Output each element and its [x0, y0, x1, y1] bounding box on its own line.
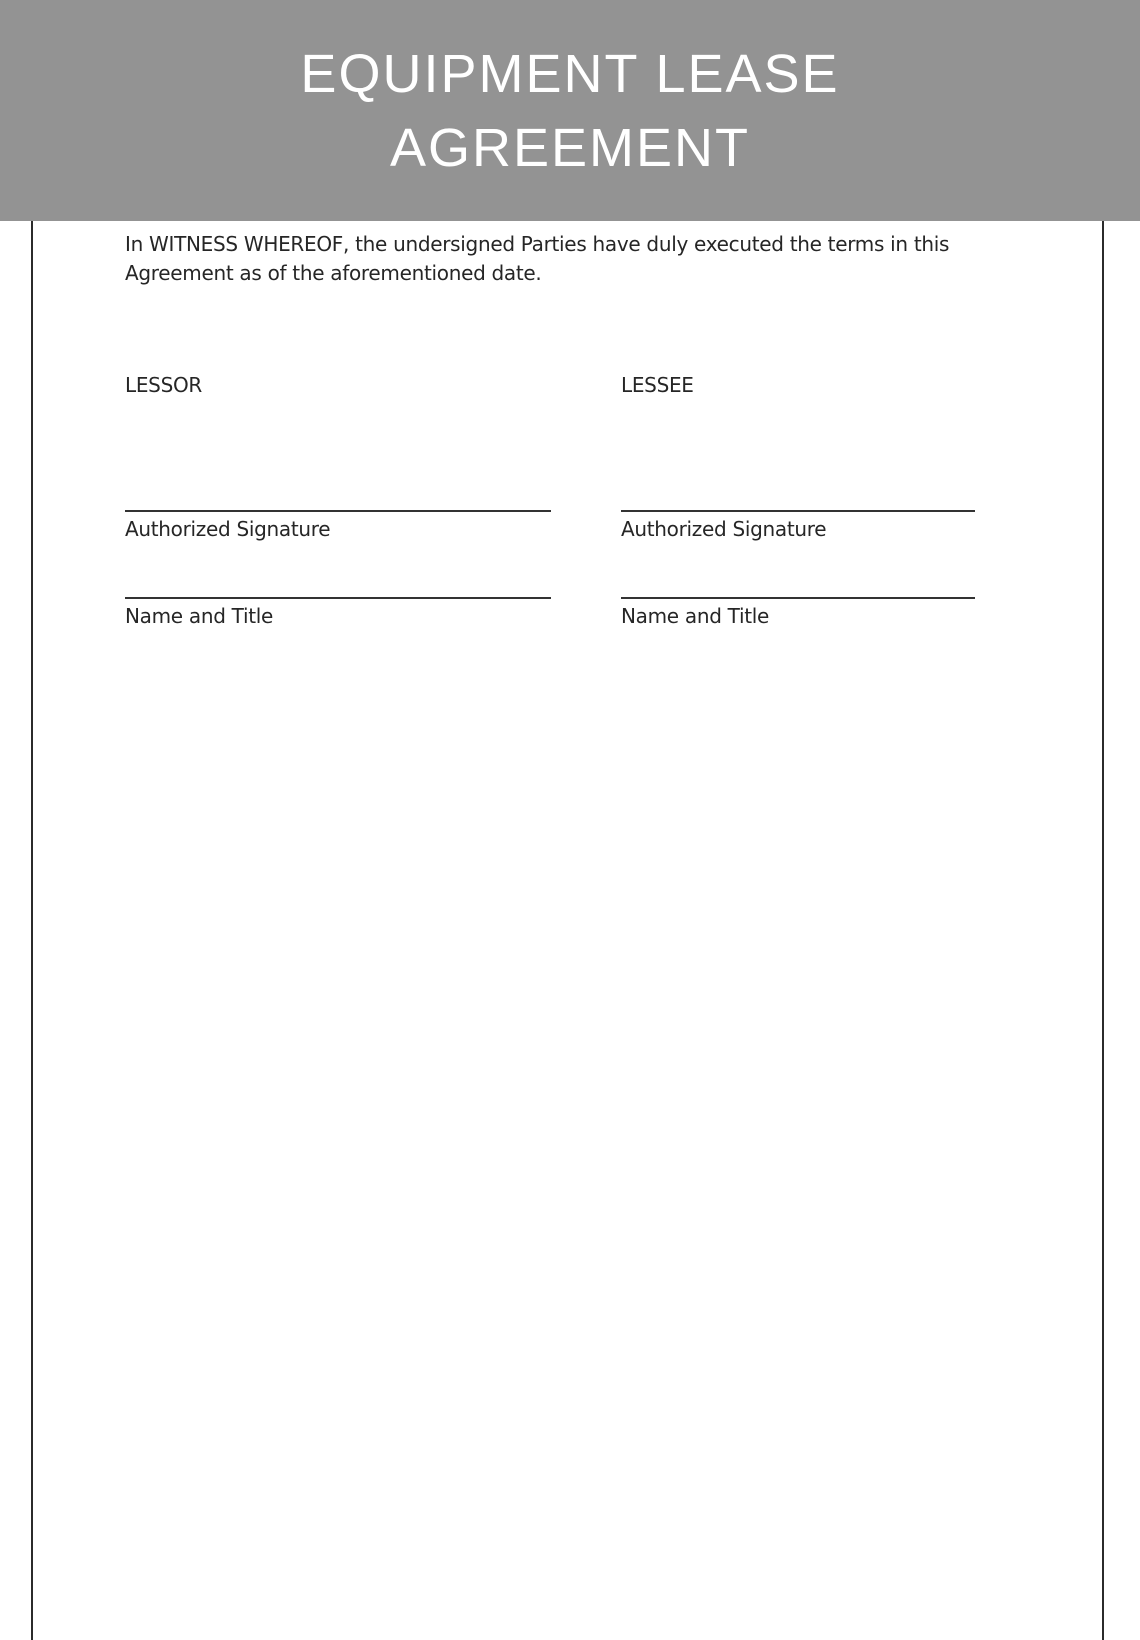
lessee-name-label: Name and Title [621, 604, 770, 628]
document-title-line-1: EQUIPMENT LEASE [300, 43, 840, 104]
lessee-heading: LESSEE [621, 373, 694, 397]
document-title-line-2: AGREEMENT [389, 117, 751, 178]
lessee-name-line[interactable] [621, 597, 975, 599]
lessor-signature-label: Authorized Signature [125, 517, 331, 541]
title-banner [0, 0, 1140, 221]
lessee-signature-line[interactable] [621, 510, 975, 512]
lessor-name-line[interactable] [125, 597, 551, 599]
witness-clause: In WITNESS WHEREOF, the undersigned Parties have duly executed the terms in this Agreement as of the aforementioned date. [125, 232, 950, 285]
lessor-name-label: Name and Title [125, 604, 274, 628]
lessor-signature-line[interactable] [125, 510, 551, 512]
lessor-heading: LESSOR [125, 373, 203, 397]
lessee-signature-label: Authorized Signature [621, 517, 827, 541]
